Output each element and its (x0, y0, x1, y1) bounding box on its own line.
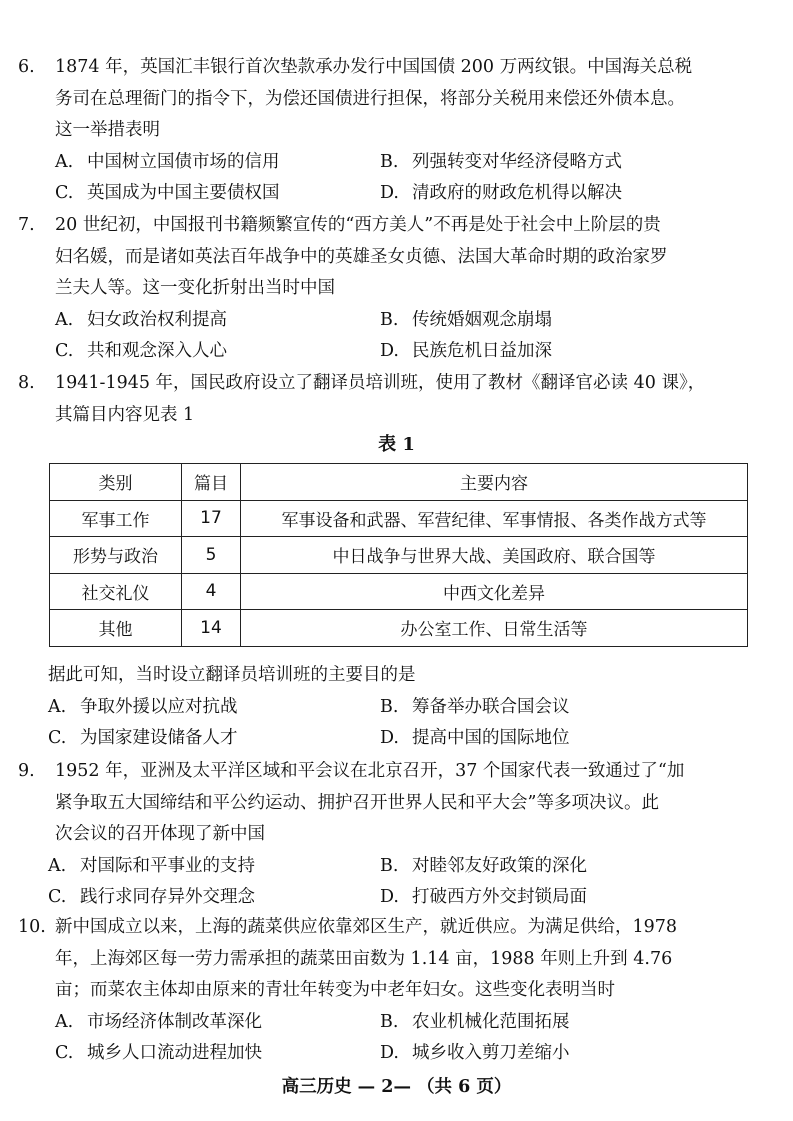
question-stem-line: 其篇目内容见表 1 (55, 404, 195, 425)
question-number: 6. (18, 57, 35, 77)
table-cell: 中日战争与世界大战、美国政府、联合国等 (241, 537, 748, 574)
question-stem-line: 妇名媛，而是诸如英法百年战争中的英雄圣女贞德、法国大革命时期的政治家罗 (55, 246, 668, 267)
question-number: 9. (18, 761, 35, 781)
table-cell: 军事设备和武器、军营纪律、军事情报、各类作战方式等 (241, 500, 748, 537)
option-b: B. 筹备举办联合国会议 (380, 696, 570, 717)
options-row (18, 305, 776, 337)
table-row (50, 610, 748, 647)
options-row (18, 336, 776, 368)
table-row (50, 537, 748, 574)
option-a: A. 争取外援以应对抗战 (48, 696, 238, 717)
option-d: D. 打破西方外交封锁局面 (380, 887, 587, 907)
table-cell: 5 (182, 537, 241, 574)
table-cell: 17 (182, 500, 241, 537)
option-d: D. 清政府的财政危机得以解决 (380, 183, 622, 203)
question-number: 8. (18, 373, 35, 393)
question-stem-line: 1941-1945 年，国民政府设立了翻译员培训班，使用了教材《翻译官必读 40 课》， (55, 373, 706, 393)
question-7 (18, 210, 776, 368)
options-row (18, 692, 776, 724)
page-footer: 高三历史 — 2— （共 6 页） (281, 1077, 512, 1097)
option-c: C. 城乡人口流动进程加快 (55, 1043, 262, 1063)
table-caption: 表 1 (378, 434, 415, 455)
question-8-continued (18, 660, 776, 755)
option-d: D. 城乡收入剪刀差缩小 (380, 1043, 570, 1063)
options-row (18, 882, 776, 914)
option-b: B. 传统婚姻观念崩塌 (380, 309, 552, 330)
table-cell: 形势与政治 (50, 537, 182, 574)
question-stem-line: 亩；而菜农主体却由原来的青壮年转变为中老年妇女。这些变化表明当时 (55, 980, 615, 1000)
option-d: D. 民族危机日益加深 (380, 341, 552, 361)
options-row (18, 1038, 776, 1070)
options-row (18, 851, 776, 883)
question-stem-line: 20 世纪初，中国报刊书籍频繁宣传的“西方美人”不再是处于社会中上阶层的贵 (55, 215, 661, 235)
option-b: B. 对睦邻友好政策的深化 (380, 855, 587, 876)
options-row (18, 178, 776, 210)
question-number: 7. (18, 215, 35, 235)
question-number: 10. (18, 917, 46, 937)
option-a: A. 对国际和平事业的支持 (48, 855, 255, 876)
question-stem-line: 1952 年，亚洲及太平洋区域和平会议在北京召开，37 个国家代表一致通过了“加 (55, 761, 685, 781)
content-table (49, 463, 748, 647)
option-c: C. 英国成为中国主要债权国 (55, 183, 280, 203)
options-row (18, 1007, 776, 1039)
table-row (50, 573, 748, 610)
question-6 (18, 52, 776, 210)
table-cell: 4 (182, 573, 241, 610)
question-stem-line: 兰夫人等。这一变化折射出当时中国 (55, 278, 335, 298)
table-cell: 社交礼仪 (50, 573, 182, 610)
question-9 (18, 756, 776, 914)
question-8 (18, 368, 776, 431)
option-b: B. 农业机械化范围拓展 (380, 1011, 570, 1032)
table-header-cell: 主要内容 (241, 464, 748, 501)
option-a: A. 中国树立国债市场的信用 (55, 151, 280, 172)
table-header-cell: 篇目 (182, 464, 241, 501)
option-a: A. 妇女政治权利提高 (55, 309, 227, 330)
question-stem-line: 务司在总理衙门的指令下，为偿还国债进行担保，将部分关税用来偿还外债本息。 (55, 88, 685, 109)
table-cell: 14 (182, 610, 241, 647)
table-cell: 办公室工作、日常生活等 (241, 610, 748, 647)
option-d: D. 提高中国的国际地位 (380, 728, 570, 748)
table-cell: 中西文化差异 (241, 573, 748, 610)
question-stem-line: 紧争取五大国缔结和平公约运动、拥护召开世界人民和平大会”等多项决议。此 (55, 792, 659, 813)
question-stem-line: 据此可知，当时设立翻译员培训班的主要目的是 (48, 665, 416, 685)
table-cell: 其他 (50, 610, 182, 647)
question-stem-line: 次会议的召开体现了新中国 (55, 824, 265, 844)
option-b: B. 列强转变对华经济侵略方式 (380, 151, 622, 172)
option-a: A. 市场经济体制改革深化 (55, 1011, 262, 1032)
option-c: C. 践行求同存异外交理念 (48, 887, 255, 907)
question-stem-line: 1874 年，英国汇丰银行首次垫款承办发行中国国债 200 万两纹银。中国海关总税 (55, 57, 693, 77)
question-stem-line: 这一举措表明 (55, 120, 160, 140)
options-row (18, 147, 776, 179)
option-c: C. 共和观念深入人心 (55, 341, 227, 361)
table-row (50, 500, 748, 537)
option-c: C. 为国家建设储备人才 (48, 728, 238, 748)
table-header-cell: 类别 (50, 464, 182, 501)
table-cell: 军事工作 (50, 500, 182, 537)
question-stem-line: 年，上海郊区每一劳力需承担的蔬菜田亩数为 1.14 亩，1988 年则上升到 4.76 (55, 948, 673, 969)
options-row (18, 723, 776, 755)
question-10 (18, 912, 776, 1070)
table-header-row (50, 464, 748, 501)
question-stem-line: 新中国成立以来，上海的蔬菜供应依靠郊区生产，就近供应。为满足供给，1978 (55, 917, 678, 937)
